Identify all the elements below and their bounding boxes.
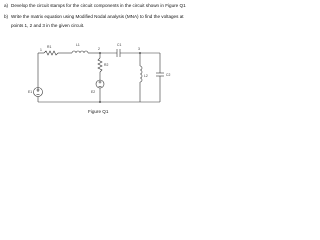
resistor-r1 bbox=[44, 51, 58, 55]
question-b-line-1: Write the matrix equation using Modified Nodal analysis (MNA) to find the voltages at bbox=[11, 14, 184, 19]
question-b-line-2: points 1, 2 and 3 in the given circuit. bbox=[11, 23, 85, 28]
bottom-junction bbox=[99, 101, 101, 103]
label-node-1: 1 bbox=[40, 48, 42, 52]
label-c1: C1 bbox=[117, 43, 122, 47]
resistor-r2 bbox=[98, 58, 102, 72]
figure-caption: Figure Q1 bbox=[88, 109, 109, 114]
label-c2: C2 bbox=[166, 73, 171, 77]
inductor-l2 bbox=[140, 66, 142, 82]
question-a-number: a) bbox=[4, 3, 9, 8]
label-l1: L1 bbox=[76, 43, 80, 47]
label-e2: E2 bbox=[91, 90, 96, 94]
label-node-3: 3 bbox=[138, 47, 140, 51]
label-node-2: 2 bbox=[98, 47, 100, 51]
label-r2: R2 bbox=[104, 63, 109, 67]
inductor-l1 bbox=[72, 51, 88, 53]
question-a-line-1: Develop the circuit stamps for the circuit components in the circuit shown in Figure Q1 bbox=[11, 3, 186, 8]
question-b-number: b) bbox=[4, 14, 9, 19]
label-l2: L2 bbox=[144, 74, 148, 78]
label-r1: R1 bbox=[47, 45, 52, 49]
circuit-diagram bbox=[0, 0, 200, 120]
label-e1: E1 bbox=[28, 90, 33, 94]
